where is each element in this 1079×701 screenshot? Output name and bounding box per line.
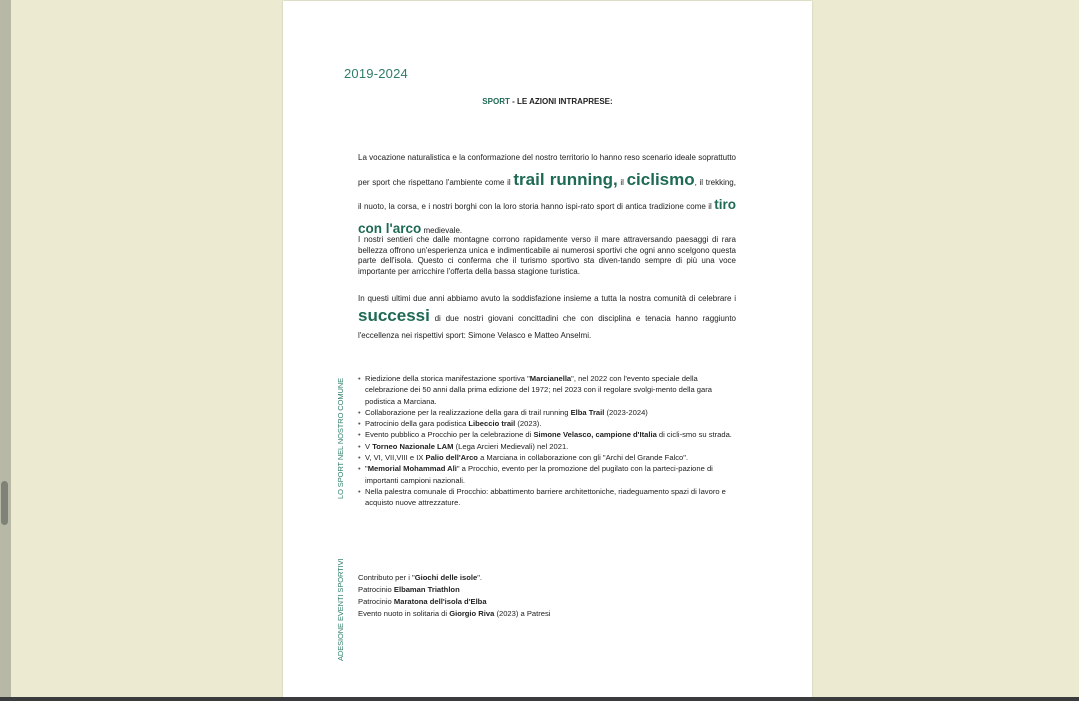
intro-text-2: il — [617, 178, 627, 187]
heading-rest: - LE AZIONI INTRAPRESE: — [509, 97, 613, 106]
ciclismo-highlight: ciclismo — [626, 170, 695, 189]
list-item: Evento nuoto in solitaria di Giorgio Riva (2023) a Patresi — [358, 609, 551, 618]
heading-highlight: SPORT — [482, 97, 510, 106]
successi-text-1: In questi ultimi due anni abbiamo avuto la soddisfazione insieme a tutta la nostra comunità di celebrare i — [358, 294, 736, 303]
successi-text-2: di due nostri giovani concittadini che con disciplina e tenacia hanno raggiunto l'eccellenza nei rispettivi sport: Simone Velasco e Matteo Anselmi. — [358, 314, 736, 340]
paragraph-successi — [358, 290, 736, 344]
year-title: 2019-2024 — [344, 66, 408, 81]
list-item: Patrocinio Maratona dell'isola d'Elba — [358, 597, 487, 606]
bottom-bar — [0, 697, 1079, 701]
sport-actions-list — [358, 373, 736, 509]
paragraph-sentieri: I nostri sentieri che dalle montagne corrono rapidamente verso il mare attraversando paesaggi di rara bellezza offrono un'esperienza unica e indimenticabile ai numerosi sportivi che ogni anno scelgono questa parte dell'isola. Questo ci conferma che il turismo sportivo sta diven-tando sempre di più una voce importante per arricchire l'offerta della bassa stagione turistica. — [358, 235, 736, 276]
intro-text-4: medievale. — [421, 226, 463, 235]
list-item: Contributo per i "Giochi delle isole". — [358, 573, 483, 582]
trail-running-highlight: trail running, — [513, 170, 618, 189]
intro-text-3: , il trekking, il nuoto, la corsa, e i nostri borghi con la loro storia hanno ispi-rato sport di antica tradizione come il — [358, 178, 736, 211]
left-scroll-rail — [0, 0, 11, 697]
list-item: • Collaborazione per la realizzazione della gara di trail running Elba Trail (2023-2024) — [358, 407, 736, 418]
tiro-arco-highlight: tiro con l'arco — [358, 197, 736, 236]
list-item: • "Memorial Mohammad Alì" a Procchio, evento per la promozione del pugilato con la parteci-pazione di importanti campioni nazionali. — [358, 463, 736, 486]
intro-text-1: La vocazione naturalistica e la conformazione del nostro territorio lo hanno reso scenario ideale soprattutto per sport che rispettano l'ambiente come il — [358, 153, 736, 187]
list-item: • Nella palestra comunale di Procchio: abbattimento barriere architettoniche, riadeguamento spazi di lavoro e acquisto nuove attrezzature. — [358, 486, 736, 509]
list-item: • V, VI, VII,VIII e IX Palio dell'Arco a Marciana in collaborazione con gli "Archi del Grande Falco". — [358, 452, 736, 463]
scroll-handle[interactable] — [1, 481, 8, 525]
section-heading — [283, 97, 812, 106]
list-item: • Evento pubblico a Procchio per la celebrazione di Simone Velasco, campione d'Italia di cicli-smo su strada. — [358, 429, 736, 440]
adesioni-list — [358, 572, 736, 620]
list-item: Patrocinio Elbaman Triathlon — [358, 585, 460, 594]
intro-paragraph — [358, 147, 736, 242]
list-item: • Patrocinio della gara podistica Libeccio trail (2023). — [358, 418, 736, 429]
list-item: • V Torneo Nazionale LAM (Lega Arcieri Medievali) nel 2021. — [358, 441, 736, 452]
successi-highlight: successi — [358, 306, 430, 325]
document-page — [283, 1, 812, 697]
section-label-adesione-eventi: ADESIONE EVENTI SPORTIVI — [336, 558, 345, 661]
section-label-sport-comune: LO SPORT NEL NOSTRO COMUNE — [336, 377, 345, 499]
list-item: • Riedizione della storica manifestazione sportiva "Marcianella", nel 2022 con l'evento speciale della celebrazione dei 50 anni dalla prima edizione del 1972; nel 2023 con il regolare svolgi-mento della gara podistica a Marciana. — [358, 373, 736, 407]
